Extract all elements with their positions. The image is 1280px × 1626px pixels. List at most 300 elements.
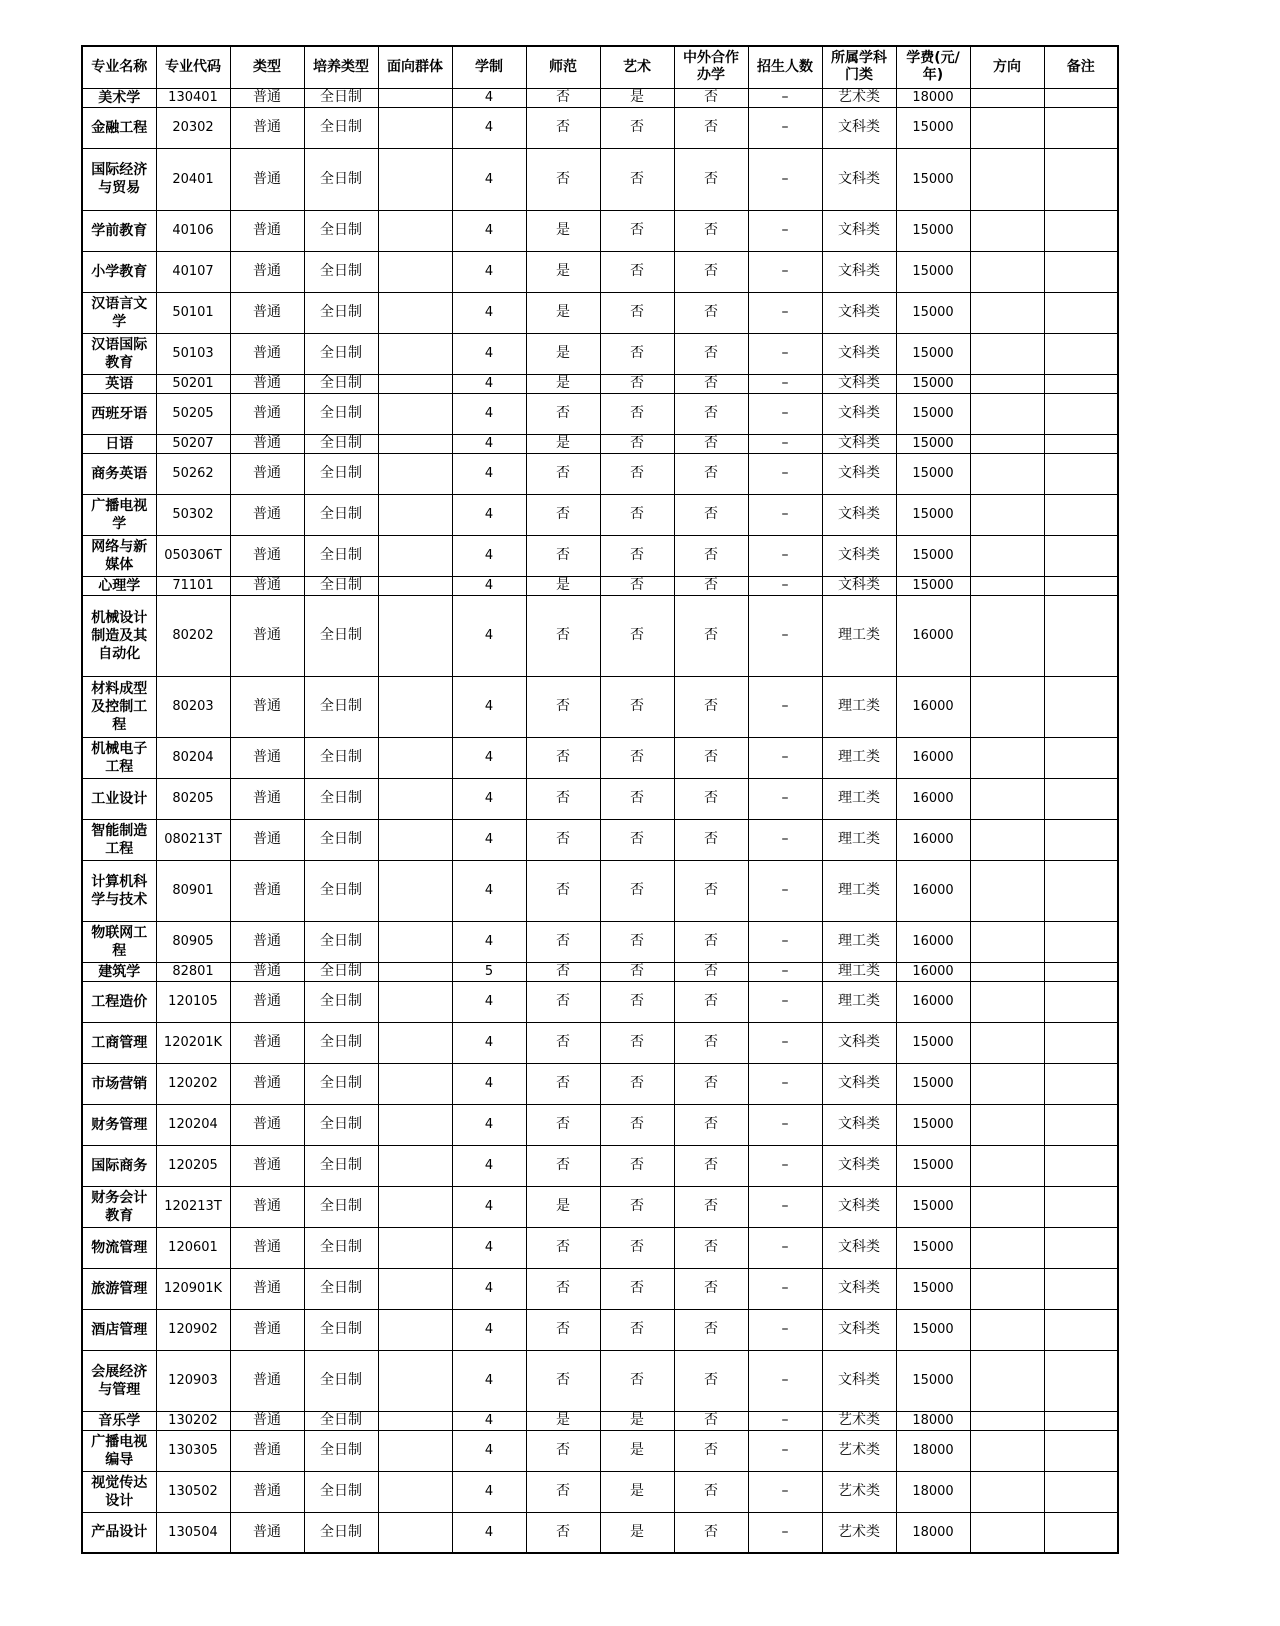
target-group-cell [378,1022,452,1063]
normal-cell: 否 [526,1430,600,1471]
major-name-cell: 工程造价 [82,981,156,1022]
tuition-cell: 15000 [896,210,970,251]
major-code-cell: 50201 [156,374,230,393]
duration-cell: 4 [452,333,526,374]
remarks-cell [1044,860,1118,921]
normal-cell: 否 [526,1268,600,1309]
remarks-cell [1044,494,1118,535]
art-cell: 否 [600,1227,674,1268]
major-code-cell: 120601 [156,1227,230,1268]
target-group-cell [378,981,452,1022]
duration-cell: 4 [452,1227,526,1268]
target-group-cell [378,210,452,251]
table-row [82,148,1118,210]
duration-cell: 4 [452,595,526,676]
major-name-cell: 工业设计 [82,778,156,819]
normal-cell: 否 [526,148,600,210]
enrollment-cell: – [748,1430,822,1471]
duration-cell: 5 [452,962,526,981]
major-code-cell: 130502 [156,1471,230,1512]
art-cell: 否 [600,1186,674,1227]
type-cell: 普通 [230,453,304,494]
remarks-cell [1044,737,1118,778]
remarks-cell [1044,374,1118,393]
target-group-cell [378,494,452,535]
tuition-cell: 15000 [896,535,970,576]
target-group-cell [378,88,452,107]
study-mode-cell: 全日制 [304,1430,378,1471]
study-mode-cell: 全日制 [304,1186,378,1227]
study-mode-cell: 全日制 [304,676,378,737]
joint-program-cell: 否 [674,88,748,107]
major-name-cell: 机械设计制造及其自动化 [82,595,156,676]
duration-cell: 4 [452,981,526,1022]
header-row [82,46,1118,88]
type-cell: 普通 [230,88,304,107]
duration-cell: 4 [452,1411,526,1430]
direction-cell [970,1309,1044,1350]
normal-cell: 是 [526,210,600,251]
remarks-cell [1044,251,1118,292]
normal-cell: 是 [526,1411,600,1430]
major-name-cell: 广播电视学 [82,494,156,535]
type-cell: 普通 [230,494,304,535]
major-name-cell: 物联网工程 [82,921,156,962]
discipline-cell: 文科类 [822,453,896,494]
art-cell: 否 [600,535,674,576]
tuition-cell: 15000 [896,494,970,535]
study-mode-cell: 全日制 [304,595,378,676]
major-code-cell: 120902 [156,1309,230,1350]
major-name-cell: 汉语言文学 [82,292,156,333]
art-cell: 否 [600,210,674,251]
enrollment-cell: – [748,251,822,292]
type-cell: 普通 [230,981,304,1022]
art-cell: 否 [600,962,674,981]
art-cell: 否 [600,453,674,494]
study-mode-cell: 全日制 [304,333,378,374]
direction-cell [970,595,1044,676]
duration-cell: 4 [452,676,526,737]
major-code-cell: 20401 [156,148,230,210]
normal-cell: 否 [526,921,600,962]
major-code-cell: 50262 [156,453,230,494]
art-cell: 否 [600,393,674,434]
duration-cell: 4 [452,210,526,251]
type-cell: 普通 [230,1430,304,1471]
art-cell: 否 [600,148,674,210]
study-mode-cell: 全日制 [304,1227,378,1268]
major-name-cell: 酒店管理 [82,1309,156,1350]
major-code-cell: 130504 [156,1512,230,1553]
normal-cell: 否 [526,494,600,535]
study-mode-cell: 全日制 [304,107,378,148]
major-name-cell: 建筑学 [82,962,156,981]
joint-program-cell: 否 [674,393,748,434]
tuition-cell: 15000 [896,148,970,210]
tuition-cell: 16000 [896,921,970,962]
normal-cell: 是 [526,374,600,393]
art-cell: 否 [600,333,674,374]
direction-cell [970,333,1044,374]
majors-table [81,45,1119,1554]
joint-program-cell: 否 [674,1309,748,1350]
remarks-cell [1044,148,1118,210]
study-mode-cell: 全日制 [304,819,378,860]
joint-program-cell: 否 [674,737,748,778]
joint-program-cell: 否 [674,778,748,819]
discipline-cell: 文科类 [822,494,896,535]
discipline-cell: 理工类 [822,778,896,819]
type-cell: 普通 [230,107,304,148]
target-group-cell [378,921,452,962]
table-row [82,860,1118,921]
study-mode-cell: 全日制 [304,434,378,453]
major-name-cell: 视觉传达设计 [82,1471,156,1512]
type-cell: 普通 [230,393,304,434]
enrollment-cell: – [748,1512,822,1553]
major-code-cell: 80905 [156,921,230,962]
enrollment-cell: – [748,1471,822,1512]
enrollment-cell: – [748,1063,822,1104]
discipline-cell: 文科类 [822,333,896,374]
major-name-cell: 日语 [82,434,156,453]
art-cell: 是 [600,1430,674,1471]
target-group-cell [378,1430,452,1471]
tuition-cell: 16000 [896,981,970,1022]
duration-cell: 4 [452,1022,526,1063]
joint-program-cell: 否 [674,1268,748,1309]
target-group-cell [378,778,452,819]
study-mode-cell: 全日制 [304,88,378,107]
remarks-cell [1044,453,1118,494]
target-group-cell [378,107,452,148]
duration-cell: 4 [452,434,526,453]
duration-cell: 4 [452,1309,526,1350]
art-cell: 否 [600,1022,674,1063]
table-row [82,292,1118,333]
duration-cell: 4 [452,107,526,148]
direction-cell [970,1350,1044,1411]
major-code-cell: 120202 [156,1063,230,1104]
art-cell: 否 [600,1268,674,1309]
normal-cell: 否 [526,1063,600,1104]
joint-program-cell: 否 [674,1186,748,1227]
type-cell: 普通 [230,1186,304,1227]
major-code-cell: 80202 [156,595,230,676]
discipline-cell: 文科类 [822,1350,896,1411]
table-row [82,1268,1118,1309]
discipline-cell: 理工类 [822,860,896,921]
table-row [82,921,1118,962]
enrollment-cell: – [748,1309,822,1350]
direction-cell [970,1471,1044,1512]
direction-cell [970,107,1044,148]
joint-program-cell: 否 [674,453,748,494]
study-mode-cell: 全日制 [304,962,378,981]
remarks-cell [1044,981,1118,1022]
tuition-cell: 15000 [896,1145,970,1186]
target-group-cell [378,1309,452,1350]
tuition-cell: 16000 [896,819,970,860]
art-cell: 否 [600,981,674,1022]
normal-cell: 否 [526,676,600,737]
remarks-cell [1044,107,1118,148]
normal-cell: 否 [526,778,600,819]
study-mode-cell: 全日制 [304,576,378,595]
normal-cell: 否 [526,453,600,494]
major-name-cell: 商务英语 [82,453,156,494]
tuition-cell: 15000 [896,107,970,148]
target-group-cell [378,1512,452,1553]
enrollment-cell: – [748,535,822,576]
major-name-cell: 旅游管理 [82,1268,156,1309]
target-group-cell [378,148,452,210]
study-mode-cell: 全日制 [304,374,378,393]
tuition-cell: 16000 [896,778,970,819]
enrollment-cell: – [748,1227,822,1268]
target-group-cell [378,1145,452,1186]
direction-cell [970,210,1044,251]
joint-program-cell: 否 [674,374,748,393]
direction-cell [970,1227,1044,1268]
type-cell: 普通 [230,921,304,962]
tuition-cell: 18000 [896,1512,970,1553]
duration-cell: 4 [452,576,526,595]
type-cell: 普通 [230,595,304,676]
table-row [82,1309,1118,1350]
tuition-cell: 15000 [896,292,970,333]
major-name-cell: 广播电视编导 [82,1430,156,1471]
enrollment-cell: – [748,860,822,921]
joint-program-cell: 否 [674,1430,748,1471]
remarks-cell [1044,434,1118,453]
discipline-cell: 文科类 [822,576,896,595]
target-group-cell [378,1186,452,1227]
direction-cell [970,819,1044,860]
header-cell: 招生人数 [748,46,822,88]
direction-cell [970,1063,1044,1104]
duration-cell: 4 [452,148,526,210]
table-body [82,88,1118,1553]
enrollment-cell: – [748,962,822,981]
joint-program-cell: 否 [674,535,748,576]
normal-cell: 否 [526,1309,600,1350]
duration-cell: 4 [452,453,526,494]
tuition-cell: 18000 [896,1430,970,1471]
header-cell: 类型 [230,46,304,88]
normal-cell: 否 [526,962,600,981]
study-mode-cell: 全日制 [304,778,378,819]
joint-program-cell: 否 [674,576,748,595]
joint-program-cell: 否 [674,434,748,453]
table-row [82,210,1118,251]
type-cell: 普通 [230,1471,304,1512]
table-row [82,1430,1118,1471]
enrollment-cell: – [748,333,822,374]
remarks-cell [1044,962,1118,981]
enrollment-cell: – [748,210,822,251]
art-cell: 否 [600,1309,674,1350]
joint-program-cell: 否 [674,860,748,921]
type-cell: 普通 [230,148,304,210]
header-cell: 专业代码 [156,46,230,88]
art-cell: 是 [600,1512,674,1553]
tuition-cell: 18000 [896,88,970,107]
target-group-cell [378,535,452,576]
header-cell: 面向群体 [378,46,452,88]
table-row [82,595,1118,676]
tuition-cell: 15000 [896,1104,970,1145]
duration-cell: 4 [452,292,526,333]
type-cell: 普通 [230,374,304,393]
joint-program-cell: 否 [674,1104,748,1145]
joint-program-cell: 否 [674,1063,748,1104]
study-mode-cell: 全日制 [304,453,378,494]
major-name-cell: 心理学 [82,576,156,595]
study-mode-cell: 全日制 [304,1471,378,1512]
type-cell: 普通 [230,1268,304,1309]
study-mode-cell: 全日制 [304,981,378,1022]
art-cell: 是 [600,88,674,107]
study-mode-cell: 全日制 [304,393,378,434]
discipline-cell: 文科类 [822,148,896,210]
duration-cell: 4 [452,1268,526,1309]
joint-program-cell: 否 [674,333,748,374]
enrollment-cell: – [748,921,822,962]
discipline-cell: 理工类 [822,819,896,860]
remarks-cell [1044,1430,1118,1471]
target-group-cell [378,676,452,737]
major-code-cell: 40106 [156,210,230,251]
duration-cell: 4 [452,860,526,921]
tuition-cell: 16000 [896,962,970,981]
table-row [82,981,1118,1022]
target-group-cell [378,1063,452,1104]
target-group-cell [378,1350,452,1411]
normal-cell: 否 [526,1145,600,1186]
major-name-cell: 美术学 [82,88,156,107]
normal-cell: 是 [526,292,600,333]
study-mode-cell: 全日制 [304,921,378,962]
discipline-cell: 文科类 [822,1309,896,1350]
major-code-cell: 130305 [156,1430,230,1471]
duration-cell: 4 [452,1430,526,1471]
enrollment-cell: – [748,107,822,148]
discipline-cell: 理工类 [822,676,896,737]
direction-cell [970,251,1044,292]
tuition-cell: 15000 [896,251,970,292]
study-mode-cell: 全日制 [304,535,378,576]
direction-cell [970,148,1044,210]
target-group-cell [378,1227,452,1268]
tuition-cell: 15000 [896,1022,970,1063]
normal-cell: 否 [526,1104,600,1145]
tuition-cell: 15000 [896,576,970,595]
target-group-cell [378,576,452,595]
type-cell: 普通 [230,1227,304,1268]
remarks-cell [1044,1227,1118,1268]
type-cell: 普通 [230,210,304,251]
discipline-cell: 文科类 [822,1022,896,1063]
target-group-cell [378,819,452,860]
duration-cell: 4 [452,778,526,819]
study-mode-cell: 全日制 [304,1309,378,1350]
art-cell: 否 [600,737,674,778]
target-group-cell [378,393,452,434]
joint-program-cell: 否 [674,962,748,981]
direction-cell [970,88,1044,107]
target-group-cell [378,251,452,292]
study-mode-cell: 全日制 [304,1350,378,1411]
enrollment-cell: – [748,393,822,434]
discipline-cell: 艺术类 [822,1411,896,1430]
remarks-cell [1044,576,1118,595]
table-row [82,393,1118,434]
direction-cell [970,1186,1044,1227]
tuition-cell: 15000 [896,1227,970,1268]
tuition-cell: 16000 [896,737,970,778]
header-cell: 学制 [452,46,526,88]
duration-cell: 4 [452,737,526,778]
direction-cell [970,921,1044,962]
duration-cell: 4 [452,1471,526,1512]
normal-cell: 否 [526,88,600,107]
duration-cell: 4 [452,1063,526,1104]
table-row [82,494,1118,535]
target-group-cell [378,737,452,778]
study-mode-cell: 全日制 [304,737,378,778]
tuition-cell: 15000 [896,1268,970,1309]
direction-cell [970,453,1044,494]
tuition-cell: 16000 [896,595,970,676]
remarks-cell [1044,1350,1118,1411]
enrollment-cell: – [748,292,822,333]
remarks-cell [1044,1063,1118,1104]
joint-program-cell: 否 [674,595,748,676]
art-cell: 否 [600,576,674,595]
joint-program-cell: 否 [674,107,748,148]
remarks-cell [1044,921,1118,962]
major-name-cell: 国际经济与贸易 [82,148,156,210]
major-code-cell: 50207 [156,434,230,453]
table-row [82,1063,1118,1104]
major-code-cell: 120201K [156,1022,230,1063]
enrollment-cell: – [748,1145,822,1186]
target-group-cell [378,1268,452,1309]
joint-program-cell: 否 [674,1411,748,1430]
discipline-cell: 文科类 [822,535,896,576]
duration-cell: 4 [452,251,526,292]
enrollment-cell: – [748,1350,822,1411]
direction-cell [970,1145,1044,1186]
remarks-cell [1044,393,1118,434]
target-group-cell [378,860,452,921]
discipline-cell: 理工类 [822,962,896,981]
target-group-cell [378,333,452,374]
normal-cell: 否 [526,737,600,778]
duration-cell: 4 [452,819,526,860]
tuition-cell: 15000 [896,1063,970,1104]
normal-cell: 否 [526,393,600,434]
major-code-cell: 50205 [156,393,230,434]
target-group-cell [378,1104,452,1145]
table-row [82,819,1118,860]
major-name-cell: 音乐学 [82,1411,156,1430]
major-code-cell: 80901 [156,860,230,921]
remarks-cell [1044,1411,1118,1430]
duration-cell: 4 [452,88,526,107]
